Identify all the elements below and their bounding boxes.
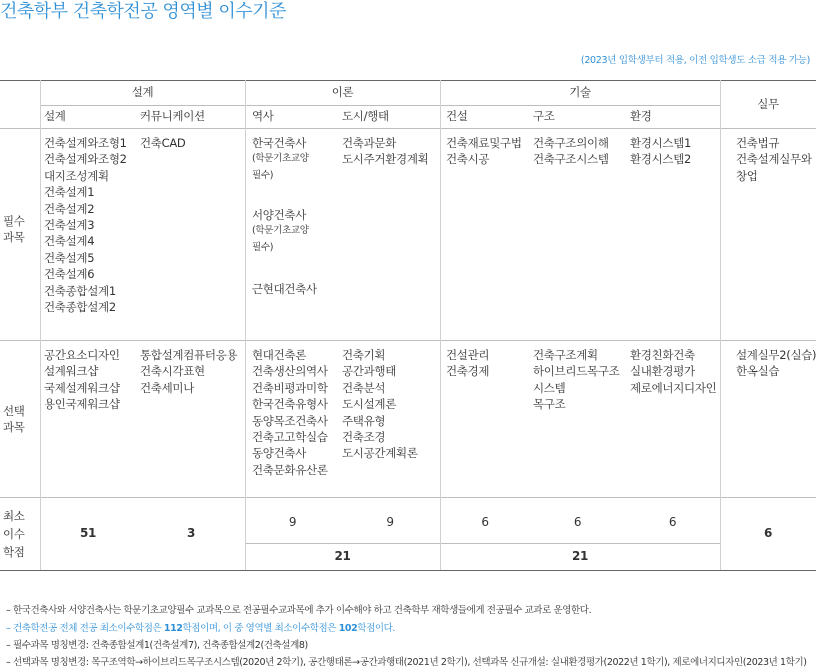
required-history-list xyxy=(252,135,309,184)
footnote-4: – 선택과목 명칭변경: 목구조역학→하이브리드목구조시스템(2020년 2학기), 공간행태론→공간과행태(2021년 2학기), 선택과목 신규개설: 실내환경평가(2022년 1학기), 제로에너지디자인(2023년 1학기) xyxy=(6,657,807,668)
header-mid-rule xyxy=(40,105,720,106)
total-min-credits: 112 xyxy=(163,623,183,634)
list-item: 설계실무2(실습) xyxy=(736,348,816,362)
list-item: 건축재료및구법 xyxy=(446,136,522,150)
subheader-construction: 건설 xyxy=(446,109,468,123)
list-item: 건축CAD xyxy=(140,136,186,150)
credits-structure: 6 xyxy=(573,515,582,529)
footnote-3: – 필수과목 명칭변경: 건축종합설계1(건축설계7), 건축종합설계2(건축설계8) xyxy=(6,640,308,651)
list-item: 건축분석 xyxy=(342,380,386,395)
row-label-line: 과목 xyxy=(3,230,25,245)
list-item: 동양건축사 xyxy=(252,446,307,461)
list-item-note: (학문기초교양 xyxy=(252,225,309,237)
subheader-structure: 구조 xyxy=(533,109,555,123)
list-item: 건축과문화 xyxy=(342,136,397,150)
credits-environment: 6 xyxy=(668,515,677,529)
list-item: 건축종합설계2 xyxy=(44,300,116,315)
required-history-list-2 xyxy=(252,207,309,256)
elective-construction-list xyxy=(446,347,489,380)
list-item: 한옥실습 xyxy=(736,364,780,379)
list-item: 건축경제 xyxy=(446,364,490,379)
list-item: 실내환경평가 xyxy=(630,364,695,379)
required-environment-list xyxy=(630,135,691,168)
credits-construction: 6 xyxy=(481,515,489,529)
list-item: 도시주거환경계획 xyxy=(342,152,429,167)
table-bottom-rule xyxy=(0,570,816,571)
subheader-design: 설계 xyxy=(44,109,66,123)
list-item: 공간요소디자인 xyxy=(44,348,120,362)
credits-tech-total: 21 xyxy=(571,549,589,563)
footnote-2-text: – 건축학전공 전체 전공 최소이수학점은 xyxy=(6,623,164,634)
subheader-communication: 커뮤니케이션 xyxy=(140,109,205,123)
area-min-credits: 102 xyxy=(338,623,358,634)
elective-environment-list xyxy=(630,347,716,396)
row-label-line: 선택 xyxy=(3,404,25,418)
row-label-line: 최소 xyxy=(3,509,25,523)
table-top-rule xyxy=(0,80,816,81)
list-item: 대지조성계획 xyxy=(44,168,109,183)
credits-practice: 6 xyxy=(763,526,773,540)
header-practice: 실무 xyxy=(757,97,779,111)
list-item: 건축기획 xyxy=(342,348,386,362)
elective-communication-list xyxy=(140,347,237,396)
list-item-note: 필수) xyxy=(252,169,274,181)
required-design-list xyxy=(44,135,127,315)
elective-urban-list xyxy=(342,347,418,462)
elective-history-list xyxy=(252,347,328,478)
list-item-note: 필수) xyxy=(252,241,274,253)
footnote-2 xyxy=(6,620,395,634)
row-label-required xyxy=(3,213,25,246)
label-column-rule xyxy=(40,80,41,570)
list-item: 공간과행태 xyxy=(342,364,397,379)
list-item: 도시설계론 xyxy=(342,397,397,412)
list-item: 설계워크샵 xyxy=(44,364,99,379)
required-row-rule xyxy=(0,340,816,341)
list-item: 도시공간계획론 xyxy=(342,446,418,461)
list-item: 건축설계실무와 xyxy=(736,152,812,167)
header-design: 설계 xyxy=(131,85,154,99)
list-item: 건축시각표현 xyxy=(140,364,205,379)
list-item: 한국건축사 xyxy=(252,136,307,150)
row-label-line: 이수 xyxy=(3,527,25,541)
list-item: 건축생산의역사 xyxy=(252,364,328,379)
footnote-2-text: 학점이다. xyxy=(357,623,396,634)
list-item: 건축세미나 xyxy=(140,380,195,395)
list-item: 건축문화유산론 xyxy=(252,462,328,477)
list-item: 건축설계5 xyxy=(44,250,95,265)
list-item: 창업 xyxy=(736,168,758,183)
list-item: 건축설계2 xyxy=(44,201,95,216)
footnote-1: – 한국건축사와 서양건축사는 학문기초교양필수 교과목으로 전공필수교과목에 추가 이수해야 하고 건축학부 재학생들에게 전공필수 교과로 운영한다. xyxy=(6,605,592,616)
list-item: 하이브리드목구조 xyxy=(533,364,620,379)
list-item: 건축구조의이해 xyxy=(533,136,609,150)
header-bottom-rule xyxy=(0,128,816,129)
list-item: 환경시스템1 xyxy=(630,136,692,150)
credits-theory-total: 21 xyxy=(334,549,351,563)
list-item: 목구조 xyxy=(533,397,566,412)
required-structure-list xyxy=(533,135,609,168)
header-theory: 이론 xyxy=(331,85,354,99)
footnote-2-text: 학점이며, 이 중 영역별 최소이수학점은 xyxy=(182,623,339,634)
list-item: 환경친화건축 xyxy=(630,348,695,362)
subheader-history: 역사 xyxy=(252,109,274,123)
list-item: 건축설계3 xyxy=(44,218,95,233)
list-item: 건축비평과미학 xyxy=(252,380,328,395)
credits-history: 9 xyxy=(288,515,297,529)
list-item: 동양목조건축사 xyxy=(252,413,328,428)
list-item: 현대건축론 xyxy=(252,348,307,362)
list-item: 주택유형 xyxy=(342,413,386,428)
required-communication-list xyxy=(140,135,185,151)
list-item: 건축설계1 xyxy=(44,185,95,200)
required-construction-list xyxy=(446,135,522,168)
list-item: 건축설계와조형1 xyxy=(44,136,127,150)
list-item: 건축구조계획 xyxy=(533,348,598,362)
list-item: 건축종합설계1 xyxy=(44,283,116,298)
elective-practice-list xyxy=(736,347,816,380)
list-item: 시스템 xyxy=(533,380,566,395)
list-item: 건축설계와조형2 xyxy=(44,152,127,167)
credits-design: 51 xyxy=(79,526,97,540)
required-practice-list xyxy=(736,135,812,184)
page-title: 건축학부 건축학전공 영역별 이수기준 xyxy=(0,1,286,22)
elective-row-rule xyxy=(0,497,816,498)
list-item: 건설관리 xyxy=(446,348,490,362)
list-item: 제로에너지디자인 xyxy=(630,380,717,395)
row-label-line: 과목 xyxy=(3,420,25,435)
design-theory-rule xyxy=(245,80,246,570)
credits-urban: 9 xyxy=(386,515,394,529)
subtotal-rule xyxy=(245,543,720,544)
list-item: 건축구조시스템 xyxy=(533,152,609,167)
list-item: 환경시스템2 xyxy=(630,152,692,167)
list-item: 한국건축유형사 xyxy=(252,397,328,412)
subheader-urban: 도시/행태 xyxy=(342,109,389,123)
theory-tech-rule xyxy=(440,80,441,570)
applicability-note: (2023년 입학생부터 적용, 이전 입학생도 소급 적용 가능) xyxy=(580,55,810,66)
row-label-minimum xyxy=(3,507,25,561)
list-item: 건축설계4 xyxy=(44,234,95,249)
row-label-elective xyxy=(3,403,25,436)
elective-structure-list xyxy=(533,347,619,413)
list-item: 건축조경 xyxy=(342,430,386,445)
list-item: 통합설계컴퓨터응용 xyxy=(140,348,238,362)
list-item: 용인국제워크샵 xyxy=(44,397,120,412)
list-item: 건축시공 xyxy=(446,152,490,167)
tech-practice-rule xyxy=(720,80,721,570)
required-urban-list xyxy=(342,135,428,168)
elective-design-list xyxy=(44,347,120,413)
list-item: 국제설계워크샵 xyxy=(44,380,120,395)
subheader-environment: 환경 xyxy=(630,109,652,123)
row-label-line: 필수 xyxy=(3,214,25,228)
list-item: 건축고고학실습 xyxy=(252,430,328,445)
list-item: 근현대건축사 xyxy=(252,282,317,296)
credits-communication: 3 xyxy=(186,526,196,540)
row-label-line: 학점 xyxy=(3,545,25,559)
list-item: 건축설계6 xyxy=(44,267,95,282)
header-tech: 기술 xyxy=(569,85,591,99)
list-item: 서양건축사 xyxy=(252,208,307,222)
list-item-note: (학문기초교양 xyxy=(252,153,309,165)
list-item: 건축법규 xyxy=(736,136,780,150)
required-history-list-3 xyxy=(252,281,317,297)
